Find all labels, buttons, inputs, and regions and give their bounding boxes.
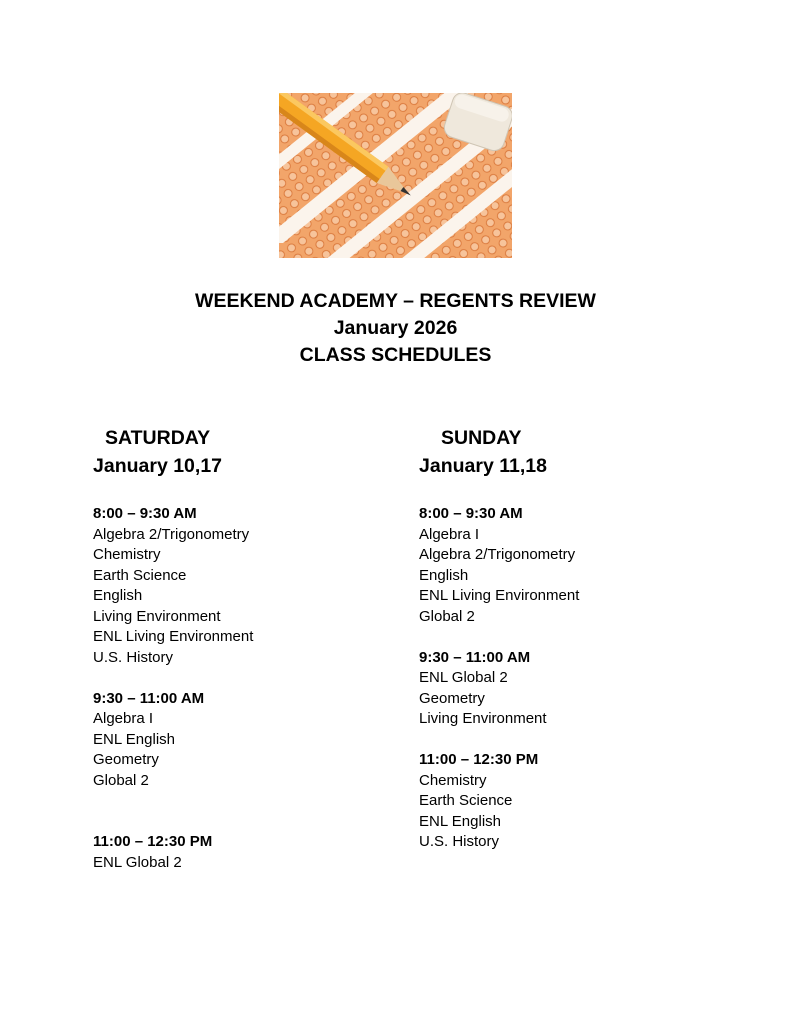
course-item: Geometry: [419, 689, 485, 707]
course-item: ENL English: [93, 730, 175, 748]
page-subtitle-schedules: CLASS SCHEDULES: [299, 344, 492, 366]
course-item: ENL Living Environment: [93, 628, 254, 645]
course-item: Chemistry: [419, 771, 487, 789]
course-item: ENL Global 2: [419, 669, 508, 686]
saturday-slot-1: [93, 504, 423, 668]
course-item: English: [93, 587, 143, 604]
course-item: ENL English: [419, 812, 501, 830]
sunday-slot-3: [419, 750, 749, 853]
course-item: Algebra 2/Trigonometry: [93, 525, 250, 543]
course-item: English: [419, 566, 469, 584]
sunday-slot-1: [419, 504, 749, 627]
course-item: Algebra I: [93, 710, 154, 727]
sunday-dates: January 11,18: [419, 455, 547, 477]
saturday-column: [93, 424, 423, 894]
course-item: Living Environment: [93, 607, 221, 625]
course-item: U.S. History: [93, 648, 174, 666]
sunday-slot-2: [419, 648, 749, 730]
course-item: Earth Science: [93, 566, 187, 584]
saturday-slot-3: [93, 832, 423, 873]
course-item: Living Environment: [419, 710, 547, 727]
course-item: Geometry: [93, 751, 159, 768]
time-slot: 9:30 – 11:00 AM: [93, 689, 205, 707]
course-item: ENL Global 2: [93, 853, 182, 871]
course-item: Chemistry: [93, 546, 161, 563]
sunday-column: [419, 424, 749, 873]
answer-sheet-pencil-image: [279, 93, 512, 258]
saturday-heading: SATURDAY: [105, 427, 211, 449]
saturday-dates: January 10,17: [93, 455, 223, 477]
time-slot: 11:00 – 12:30 PM: [93, 833, 213, 850]
time-slot: 9:30 – 11:00 AM: [419, 648, 531, 666]
course-item: Algebra I: [419, 525, 480, 543]
course-item: Algebra 2/Trigonometry: [419, 546, 576, 563]
time-slot: 11:00 – 12:30 PM: [419, 751, 539, 768]
course-item: U.S. History: [419, 833, 500, 850]
saturday-slot-2: [93, 689, 423, 792]
time-slot: 8:00 – 9:30 AM: [419, 505, 523, 522]
time-slot: 8:00 – 9:30 AM: [93, 505, 197, 522]
course-item: Earth Science: [419, 792, 513, 809]
sunday-heading: SUNDAY: [441, 427, 522, 449]
schedule-header: [0, 288, 791, 369]
course-item: Global 2: [419, 607, 475, 625]
page-subtitle-month: January 2026: [333, 317, 458, 339]
page-title: WEEKEND ACADEMY – REGENTS REVIEW: [195, 290, 596, 312]
course-item: ENL Living Environment: [419, 587, 580, 604]
course-item: Global 2: [93, 771, 149, 789]
